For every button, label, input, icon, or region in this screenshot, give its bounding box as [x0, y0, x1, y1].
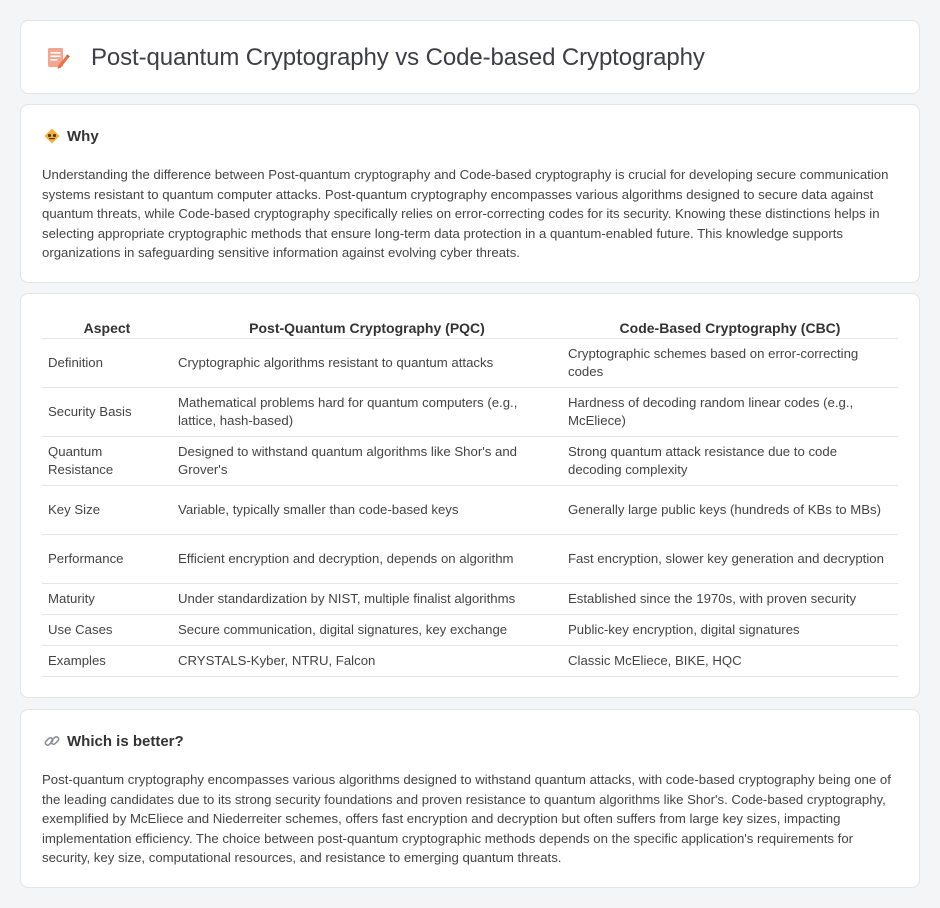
aspect-cell: Maturity	[42, 583, 172, 614]
pqc-cell: Cryptographic algorithms resistant to quantum attacks	[172, 338, 562, 387]
better-header	[43, 732, 184, 750]
why-heading: Why	[67, 127, 99, 145]
cbc-cell: Established since the 1970s, with proven security	[562, 583, 898, 614]
cbc-cell: Strong quantum attack resistance due to code decoding complexity	[562, 436, 898, 485]
cbc-cell: Fast encryption, slower key generation and decryption	[562, 534, 898, 583]
table-row	[42, 534, 898, 583]
pqc-cell: Efficient encryption and decryption, depends on algorithm	[172, 534, 562, 583]
pqc-cell: Variable, typically smaller than code-based keys	[172, 485, 562, 534]
pqc-cell: Designed to withstand quantum algorithms like Shor's and Grover's	[172, 436, 562, 485]
pqc-cell: Under standardization by NIST, multiple finalist algorithms	[172, 583, 562, 614]
column-header-cbc: Code-Based Cryptography (CBC)	[562, 316, 898, 338]
table-row	[42, 583, 898, 614]
table-row	[42, 614, 898, 645]
aspect-cell: Quantum Resistance	[42, 436, 172, 485]
better-card	[20, 709, 920, 888]
better-heading: Which is better?	[67, 732, 184, 750]
title-row	[45, 21, 705, 95]
better-text: Post-quantum cryptography encompasses various algorithms designed to withstand quantum attacks, with code-based cryptography being one of the leading candidates due to its strong security foundations and proven resistance to quantum algorithms like Shor's. Code-based cryptography, exemplified by McEliece and Niederreiter schemes, offers fast encryption and decryption but often suffers from large key sizes, impacting implementation efficiency. The choice between post-quantum cryptographic methods depends on the specific application's requirements for security, key size, computational resources, and resistance to emerging quantum threats.	[42, 772, 891, 866]
cbc-cell: Hardness of decoding random linear codes (e.g., McEliece)	[562, 387, 898, 436]
pqc-cell: Secure communication, digital signatures, key exchange	[172, 614, 562, 645]
diamond-sign-icon	[43, 127, 61, 145]
document-pen-icon	[45, 45, 71, 71]
cbc-cell: Generally large public keys (hundreds of KBs to MBs)	[562, 485, 898, 534]
comparison-table	[42, 316, 898, 677]
column-header-aspect: Aspect	[42, 316, 172, 338]
cbc-cell: Cryptographic schemes based on error-correcting codes	[562, 338, 898, 387]
aspect-cell: Performance	[42, 534, 172, 583]
why-header	[43, 127, 99, 145]
pqc-cell: Mathematical problems hard for quantum computers (e.g., lattice, hash-based)	[172, 387, 562, 436]
cbc-cell: Classic McEliece, BIKE, HQC	[562, 645, 898, 676]
table-row	[42, 645, 898, 676]
aspect-cell: Definition	[42, 338, 172, 387]
comparison-card	[20, 293, 920, 698]
table-header-row	[42, 316, 898, 338]
why-card	[20, 104, 920, 283]
column-header-pqc: Post-Quantum Cryptography (PQC)	[172, 316, 562, 338]
table-row	[42, 338, 898, 387]
cbc-cell: Public-key encryption, digital signatures	[562, 614, 898, 645]
aspect-cell: Examples	[42, 645, 172, 676]
table-row	[42, 387, 898, 436]
aspect-cell: Key Size	[42, 485, 172, 534]
table-row	[42, 485, 898, 534]
table-row	[42, 436, 898, 485]
aspect-cell: Security Basis	[42, 387, 172, 436]
link-icon	[43, 732, 61, 750]
aspect-cell: Use Cases	[42, 614, 172, 645]
page-title: Post-quantum Cryptography vs Code-based Cryptography	[91, 44, 705, 71]
title-card	[20, 20, 920, 94]
pqc-cell: CRYSTALS-Kyber, NTRU, Falcon	[172, 645, 562, 676]
why-text: Understanding the difference between Post-quantum cryptography and Code-based cryptography is crucial for developing secure communication systems resistant to quantum computer attacks. Post-quantum cryptography encompasses various algorithms designed to secure data against quantum threats, while Code-based cryptography specifically relies on error-correcting codes for its security. Knowing these distinctions helps in selecting appropriate cryptographic methods that ensure long-term data protection in a quantum-enabled future. This knowledge supports organizations in safeguarding sensitive information against evolving cyber threats.	[42, 167, 889, 261]
